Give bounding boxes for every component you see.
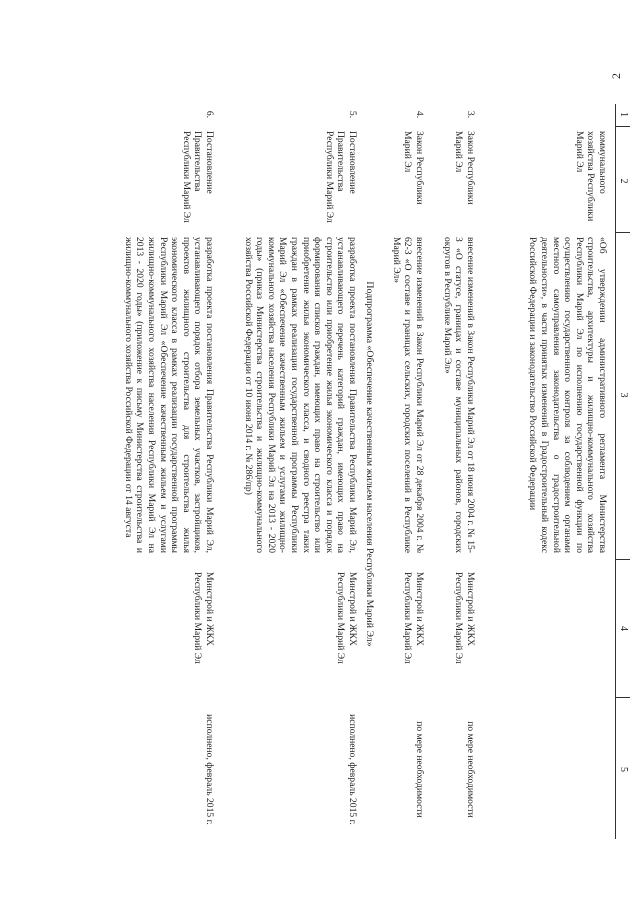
row-executor: Минстрой и ЖКХ Республики Марий Эл — [453, 572, 476, 664]
row-term — [480, 700, 608, 839]
row-number — [480, 104, 608, 125]
row-executor: Минстрой и ЖКХ Республики Марий Эл — [402, 572, 425, 664]
row-number: 3. — [465, 110, 476, 119]
row-document-type: Постановление Правительства Республики Марий Эл — [323, 131, 358, 223]
row-executor: Минстрой и ЖКХ Республики Марий Эл — [335, 572, 358, 664]
row-content: внесение изменений в Закон Республики Марий Эл от 28 декабря 2004 г. № 62-З «О составе и границах сельских, городских поселений в Республике Марий Эл» — [390, 237, 425, 553]
page-number: 2 — [609, 73, 623, 79]
table-row — [480, 104, 608, 839]
subprogram-heading: Подпрограмма «Обеспечение качественным жильем населения Республики Марий Эл» — [364, 281, 375, 647]
header-divider — [616, 232, 630, 233]
rotated-table — [105, 104, 630, 839]
table-row — [432, 104, 476, 839]
header-col-1: 1 — [618, 112, 629, 117]
header-divider — [616, 559, 630, 560]
row-document-type: Закон Республики Марий Эл — [453, 131, 476, 205]
table-row — [222, 104, 358, 839]
row-number: 5. — [347, 110, 358, 119]
header-divider — [616, 126, 630, 127]
row-document-type: коммунального хозяйства Республики Марий Эл — [573, 131, 608, 222]
row-document-type: Постановление Правительства Республики Марий Эл — [180, 131, 215, 223]
row-number: 6. — [204, 110, 215, 119]
row-term: по мере необходимости — [414, 721, 425, 818]
row-number: 4. — [414, 110, 425, 119]
header-col-4: 4 — [618, 626, 629, 631]
row-content: разработка проекта постановления Правительства Республики Марий Эл, устанавливающего перечень категорий граждан, имеющих право на строительство или приобретение жилья экономического класса и порядок формирования списков граждан, имеющих право на строительство или приобретение жилья экономического класса, и сводного реестра таких граждан в рамках реализации государственной программы Республики Марий Эл «Обеспечение качественным жильем и услугами жилищно-коммунального хозяйства населения Республики Марий Эл на 2013 - 2020 годы» (приказ Министерства строительства и жилищно-коммунального хозяйства Российской Федерации от 10 июня 2014 г. № 286/пр) — [242, 237, 358, 553]
row-term: исполнено, февраль 2015 г. — [204, 714, 215, 825]
header-col-5: 5 — [618, 767, 629, 772]
header-col-2: 2 — [618, 178, 629, 184]
row-term: исполнено, февраль 2015 г. — [347, 714, 358, 825]
table-row — [105, 104, 215, 839]
header-col-3: 3 — [618, 392, 629, 398]
row-executor: Минстрой и ЖКХ Республики Марий Эл — [192, 572, 215, 664]
row-content: «Об утверждении административного регламента Министерства строительства, архитектуры и жилищно-коммунального хозяйства Республики Марий Эл по исполнению государственной функции по осуществлению государственного контроля за соблюдением органами местного самоуправления законодательства о градостроительной деятельности», в части принятых изменений в Градостроительный кодекс Российской Федерации и законодательство Российской Федерации — [527, 237, 608, 553]
row-term: по мере необходимости — [465, 721, 476, 818]
row-content: разработка проекта постановления Правительства Республики Марий Эл, устанавливающего порядок отбора земельных участков, застройщиков, проектов жилищного строительства для строительства жилья экономического класса в рамках реализации государственной программы Республики Марий Эл «Обеспечение качественным жильем и услугами жилищно-коммунального хозяйства населения Республики Марий Эл на 2013 - 2020 годы» (приложение к письму Министерства строительства и жилищно-коммунального хозяйства Российской Федерации от 14 августа — [122, 237, 215, 553]
table-header — [615, 104, 630, 839]
header-divider — [616, 697, 630, 698]
row-executor — [480, 562, 608, 695]
row-document-type: Закон Республики Марий Эл — [402, 131, 425, 205]
row-content: внесение изменений в Закон Республики Марий Эл от 18 июня 2004 г. № 15-З «О статусе, границах и составе муниципальных районов, городских округов в Республике Марий Эл» — [441, 237, 476, 553]
table-row — [381, 104, 425, 839]
